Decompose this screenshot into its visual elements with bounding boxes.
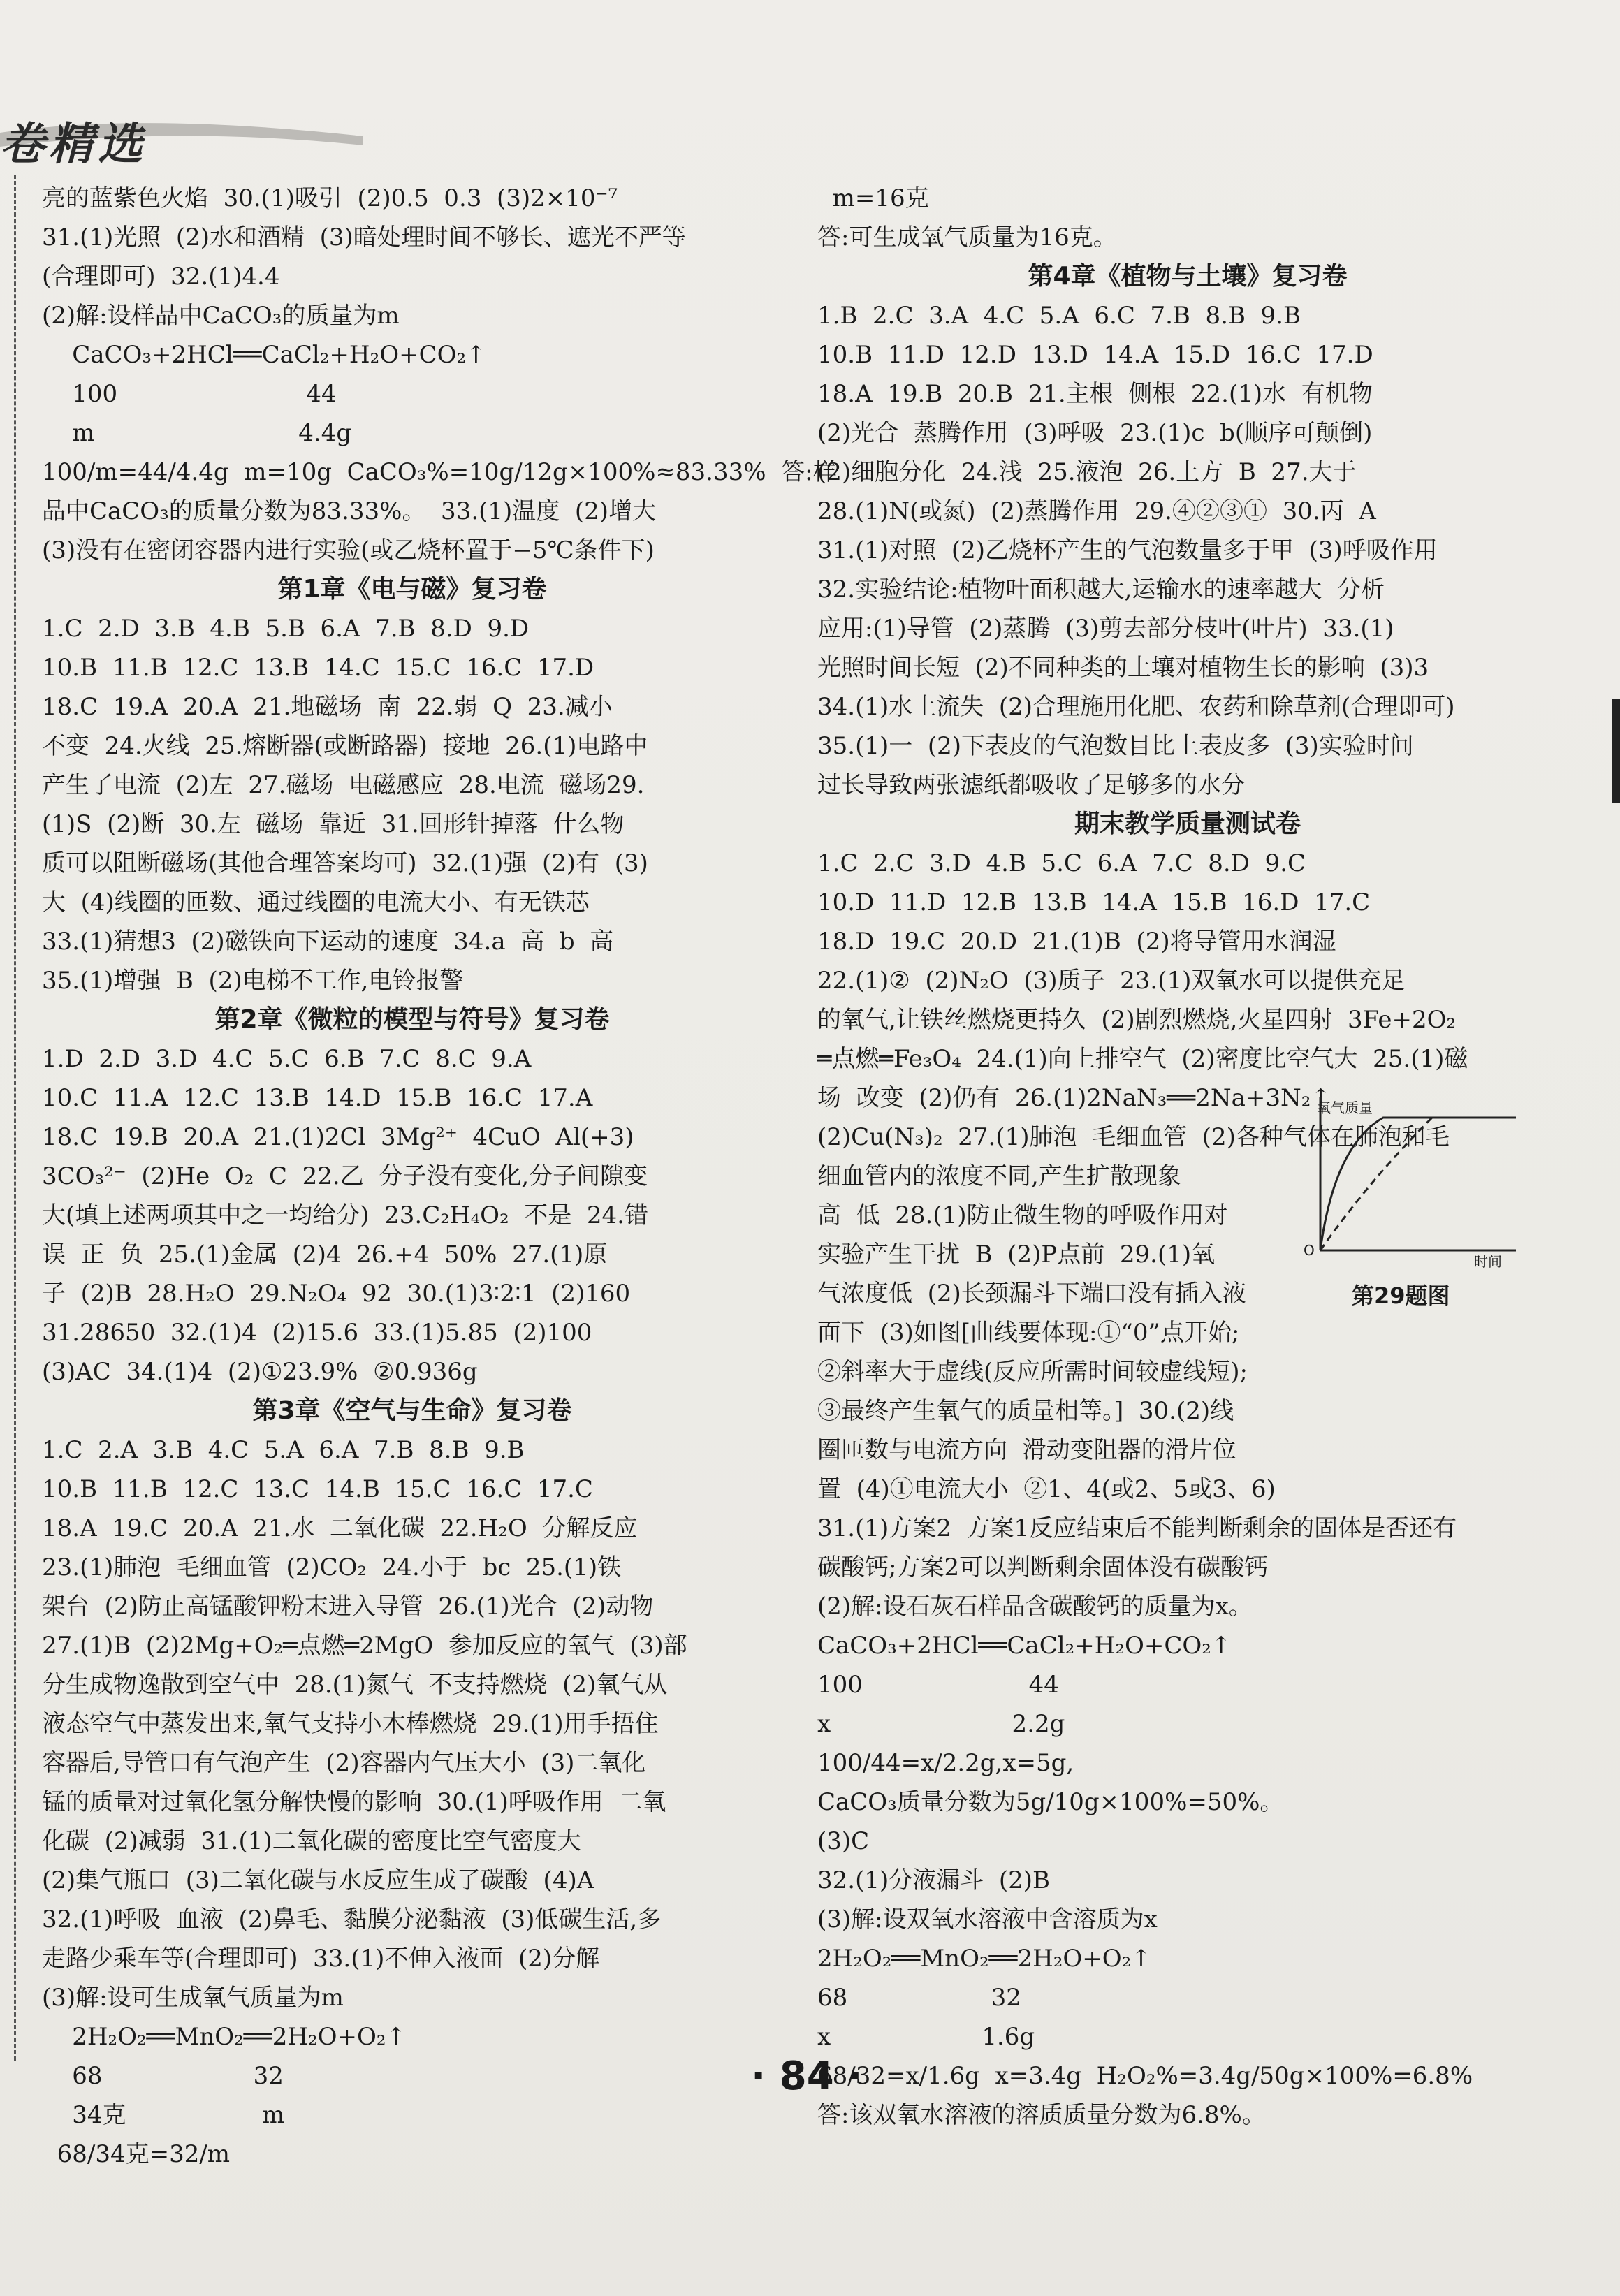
answer-line: m 4.4g (42, 419, 352, 447)
answer-line: x 2.2g (817, 1710, 1065, 1738)
answer-line: x 1.6g (817, 2023, 1035, 2051)
answer-line: 32.(1)分液漏斗 (2)B (817, 1866, 1050, 1894)
answer-line: ②斜率大于虚线(反应所需时间较虚线短); (817, 1358, 1248, 1386)
answer-line: 34克 m (42, 2101, 285, 2129)
answer-line: 18.C 19.B 20.A 21.(1)2Cl 3Mg²⁺ 4CuO Al(+3) (42, 1123, 634, 1151)
answer-line: 液态空气中蒸发出来,氧气支持小木棒燃烧 29.(1)用手捂住 (42, 1710, 659, 1738)
answer-line: 应用:(1)导管 (2)蒸腾 (3)剪去部分枝叶(叶片) 33.(1) (817, 615, 1394, 643)
answer-line: 品中CaCO₃的质量分数为83.33%。 33.(1)温度 (2)增大 (42, 497, 657, 525)
answer-line: (3)C (817, 1827, 870, 1855)
answer-line: 31.(1)方案2 方案1反应结束后不能判断剩余的固体是否还有 (817, 1514, 1457, 1542)
answer-line: 3CO₃²⁻ (2)He O₂ C 22.乙 分子没有变化,分子间隙变 (42, 1162, 648, 1190)
answer-line: 10.B 11.B 12.C 13.B 14.C 15.C 16.C 17.D (42, 654, 594, 682)
answer-line: 气浓度低 (2)长颈漏斗下端口没有插入液 (817, 1280, 1246, 1308)
answer-line: 大 (4)线圈的匝数、通过线圈的电流大小、有无铁芯 (42, 889, 590, 916)
answer-line: 答:该双氧水溶液的溶质质量分数为6.8%。 (817, 2101, 1266, 2129)
answer-line: CaCO₃+2HCl══CaCl₂+H₂O+CO₂↑ (817, 1632, 1232, 1660)
answer-line: (2)Cu(N₃)₂ 27.(1)肺泡 毛细血管 (2)各种气体在肺泡和毛 (817, 1123, 1450, 1151)
answer-line: 1.C 2.C 3.D 4.B 5.C 6.A 7.C 8.D 9.C (817, 849, 1306, 877)
answer-line: 31.(1)光照 (2)水和酒精 (3)暗处理时间不够长、遮光不严等 (42, 224, 686, 251)
answer-line: 大(填上述两项其中之一均给分) 23.C₂H₄O₂ 不是 24.错 (42, 1201, 648, 1229)
answer-line: (2)光合 蒸腾作用 (3)呼吸 23.(1)c b(顺序可颠倒) (817, 419, 1373, 447)
answer-line: 23.(1)肺泡 毛细血管 (2)CO₂ 24.小于 bc 25.(1)铁 (42, 1553, 622, 1581)
graph-x-label: 时间 (1474, 1253, 1502, 1270)
graph-origin-label: O (1304, 1242, 1315, 1259)
answer-line: 1.D 2.D 3.D 4.C 5.C 6.B 7.C 8.C 9.A (42, 1045, 532, 1073)
answer-line: CaCO₃+2HCl══CaCl₂+H₂O+CO₂↑ (42, 341, 486, 369)
chapter-heading: 第2章《微粒的模型与符号》复习卷 (214, 1005, 610, 1034)
answer-line: 答:可生成氧气质量为16克。 (817, 224, 1117, 251)
answer-line: (3)AC 34.(1)4 (2)①23.9% ②0.936g (42, 1358, 478, 1386)
answer-line: 2H₂O₂══MnO₂══2H₂O+O₂↑ (42, 2023, 407, 2051)
answer-line: 35.(1)增强 B (2)电梯不工作,电铃报警 (42, 967, 464, 995)
answer-line: 18.A 19.B 20.B 21.主根 侧根 22.(1)水 有机物 (817, 380, 1373, 408)
answer-line: 10.B 11.B 12.C 13.C 14.B 15.C 16.C 17.C (42, 1475, 593, 1503)
answer-line: 走路少乘车等(合理即可) 33.(1)不伸入液面 (2)分解 (42, 1945, 600, 1973)
answer-line: ③最终产生氧气的质量相等。] 30.(2)线 (817, 1397, 1234, 1425)
answer-line: 33.(1)猜想3 (2)磁铁向下运动的速度 34.a 高 b 高 (42, 928, 614, 956)
edge-mark (1612, 699, 1620, 803)
answer-line: 高 低 28.(1)防止微生物的呼吸作用对 (817, 1201, 1228, 1229)
answer-line: ═点燃═Fe₃O₄ 24.(1)向上排空气 (2)密度比空气大 25.(1)磁 (817, 1045, 1468, 1073)
answer-line: 34.(1)水土流失 (2)合理施用化肥、农药和除草剂(合理即可) (817, 693, 1455, 721)
answer-line: 32.(1)呼吸 血液 (2)鼻毛、黏膜分泌黏液 (3)低碳生活,多 (42, 1906, 662, 1933)
answer-line: (合理即可) 32.(1)4.4 (42, 263, 280, 291)
answer-line: 18.A 19.C 20.A 21.水 二氧化碳 22.H₂O 分解反应 (42, 1514, 638, 1542)
answer-line: 1.B 2.C 3.A 4.C 5.A 6.C 7.B 8.B 9.B (817, 302, 1301, 330)
answer-line: 10.B 11.D 12.D 13.D 14.A 15.D 16.C 17.D (817, 341, 1373, 369)
answer-line: (2)集气瓶口 (3)二氧化碳与水反应生成了碳酸 (4)A (42, 1866, 594, 1894)
binding-margin-line (14, 175, 20, 2061)
answer-line: 容器后,导管口有气泡产生 (2)容器内气压大小 (3)二氧化 (42, 1749, 646, 1777)
answer-line: 产生了电流 (2)左 27.磁场 电磁感应 28.电流 磁场29. (42, 771, 645, 799)
answer-line: 误 正 负 25.(1)金属 (2)4 26.+4 50% 27.(1)原 (42, 1241, 608, 1268)
chapter-heading: 第1章《电与磁》复习卷 (277, 575, 547, 604)
answer-line: 架台 (2)防止高锰酸钾粉末进入导管 26.(1)光合 (2)动物 (42, 1593, 654, 1621)
answer-line: 2H₂O₂══MnO₂══2H₂O+O₂↑ (817, 1945, 1151, 1973)
answer-line: 22.(1)② (2)N₂O (3)质子 23.(1)双氧水可以提供充足 (817, 967, 1406, 995)
answer-line: (2)解:设样品中CaCO₃的质量为m (42, 302, 400, 330)
answer-line: (1)S (2)断 30.左 磁场 靠近 31.回形针掉落 什么物 (42, 810, 625, 838)
answer-line: 的氧气,让铁丝燃烧更持久 (2)剧烈燃烧,火星四射 3Fe+2O₂ (817, 1006, 1457, 1034)
answer-line: 1.C 2.D 3.B 4.B 5.B 6.A 7.B 8.D 9.D (42, 615, 530, 643)
answer-line: (3)解:设可生成氧气质量为m (42, 1984, 344, 2012)
answer-line: 31.28650 32.(1)4 (2)15.6 33.(1)5.85 (2)100 (42, 1319, 592, 1347)
answer-line: 28.(1)N(或氮) (2)蒸腾作用 29.④②③① 30.丙 A (817, 497, 1376, 525)
figure-caption: 第29题图 (1352, 1282, 1450, 1309)
answer-line: 32.实验结论:植物叶面积越大,运输水的速率越大 分析 (817, 576, 1385, 604)
answer-line: 化碳 (2)减弱 31.(1)二氧化碳的密度比空气密度大 (42, 1827, 581, 1855)
answer-line: 68 32 (42, 2062, 284, 2090)
graph-dashed-curve (1320, 1118, 1516, 1250)
answer-line: 过长导致两张滤纸都吸收了足够多的水分 (817, 771, 1245, 799)
graph-solid-curve (1320, 1118, 1516, 1250)
answer-line: 细血管内的浓度不同,产生扩散现象 (817, 1162, 1181, 1190)
answer-line: 35.(1)一 (2)下表皮的气泡数目比上表皮多 (3)实验时间 (817, 732, 1414, 760)
answer-line: 不变 24.火线 25.熔断器(或断路器) 接地 26.(1)电路中 (42, 732, 648, 760)
answer-line: 实验产生干扰 B (2)P点前 29.(1)氧 (817, 1241, 1216, 1268)
answer-line: 场 改变 (2)仍有 26.(1)2NaN₃══2Na+3N₂↑ (817, 1084, 1331, 1112)
answer-line: 光照时间长短 (2)不同种类的土壤对植物生长的影响 (3)3 (817, 654, 1429, 682)
answer-line: 碳酸钙;方案2可以判断剩余固体没有碳酸钙 (817, 1553, 1269, 1581)
answer-line: 置 (4)①电流大小 ②1、4(或2、5或3、6) (817, 1475, 1276, 1503)
answer-line: 100 44 (42, 380, 337, 408)
answer-line: 子 (2)B 28.H₂O 29.N₂O₄ 92 30.(1)3∶2∶1 (2)160 (42, 1280, 631, 1308)
graph-y-label: 氧气质量 (1317, 1099, 1373, 1116)
answer-line: 10.C 11.A 12.C 13.B 14.D 15.B 16.C 17.A (42, 1084, 593, 1112)
answer-line: 68/34克=32/m (42, 2140, 231, 2168)
answer-line: 锰的质量对过氧化氢分解快慢的影响 30.(1)呼吸作用 二氧 (42, 1788, 666, 1816)
answer-line: 100/44=x/2.2g,x=5g, (817, 1749, 1074, 1777)
chapter-heading: 期末教学质量测试卷 (1074, 810, 1301, 838)
answer-line: 100/m=44/4.4g m=10g CaCO₃%=10g/12g×100%≈83.33% 答:样 (42, 458, 837, 486)
answer-line: (3)解:设双氧水溶液中含溶质为x (817, 1906, 1158, 1933)
answer-line: (2)细胞分化 24.浅 25.液泡 26.上方 B 27.大于 (817, 458, 1357, 486)
answer-line: 圈匝数与电流方向 滑动变阻器的滑片位 (817, 1436, 1236, 1464)
answer-line: 1.C 2.A 3.B 4.C 5.A 6.A 7.B 8.B 9.B (42, 1436, 525, 1464)
answer-line: 31.(1)对照 (2)乙烧杯产生的气泡数量多于甲 (3)呼吸作用 (817, 536, 1438, 564)
answer-line: 27.(1)B (2)2Mg+O₂═点燃═2MgO 参加反应的氧气 (3)部 (42, 1632, 687, 1660)
answer-line: 分生成物逸散到空气中 28.(1)氮气 不支持燃烧 (2)氧气从 (42, 1671, 668, 1699)
answer-line: 18.D 19.C 20.D 21.(1)B (2)将导管用水润湿 (817, 928, 1336, 956)
chapter-heading: 第3章《空气与生命》复习卷 (252, 1396, 572, 1425)
answer-line: 18.C 19.A 20.A 21.地磁场 南 22.弱 Q 23.减小 (42, 693, 613, 721)
answer-line: 面下 (3)如图[曲线要体现:①“0”点开始; (817, 1319, 1240, 1347)
answer-line: 质可以阻断磁场(其他合理答案均可) 32.(1)强 (2)有 (3) (42, 849, 648, 877)
answer-line: 68/32=x/1.6g x=3.4g H₂O₂%=3.4g/50g×100%=6.8% (817, 2062, 1473, 2090)
answer-line: 10.D 11.D 12.B 13.B 14.A 15.B 16.D 17.C (817, 889, 1371, 916)
answer-line: 100 44 (817, 1671, 1059, 1699)
answer-line: 亮的蓝紫色火焰 30.(1)吸引 (2)0.5 0.3 (3)2×10⁻⁷ (42, 184, 618, 212)
answer-line: CaCO₃质量分数为5g/10g×100%=50%。 (817, 1788, 1284, 1816)
answer-line: m=16克 (817, 184, 929, 212)
answer-line: (3)没有在密闭容器内进行实验(或乙烧杯置于−5℃条件下) (42, 536, 655, 564)
chapter-heading: 第4章《植物与土壤》复习卷 (1028, 262, 1348, 291)
page-number: · 84 · (751, 2054, 863, 2099)
header-title: 卷精选 (0, 118, 147, 170)
answer-line: (2)解:设石灰石样品含碳酸钙的质量为x。 (817, 1593, 1253, 1621)
answer-line: 68 32 (817, 1984, 1021, 2012)
